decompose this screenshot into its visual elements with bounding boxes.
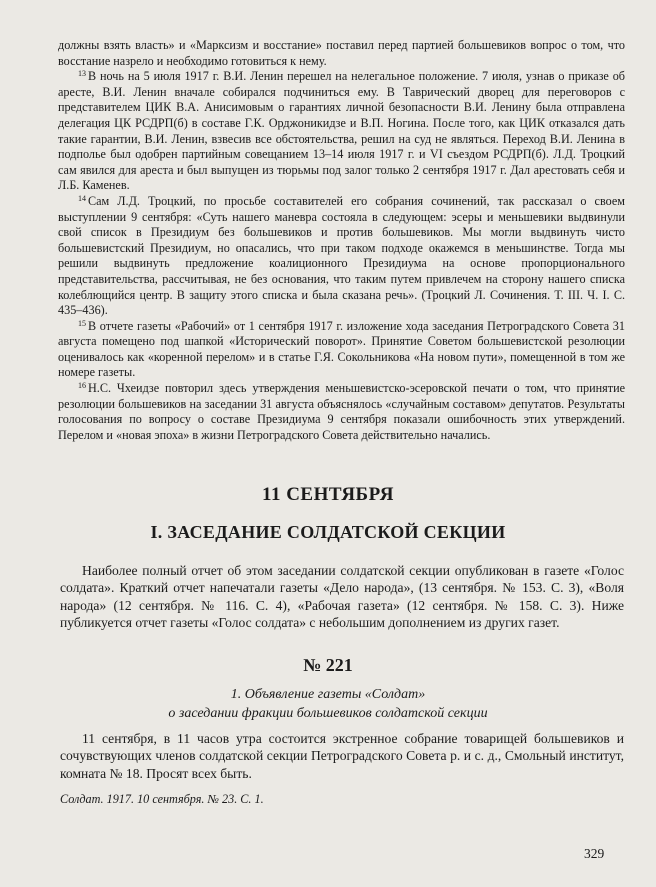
body-paragraph: 11 сентября, в 11 часов утра состоится экстренное собрание товарищей большевиков и сочувствующих членов солдатской секции Петроградского Совета р. и с. д., Смольный институт, комната № 18. Просят всех быть. — [60, 731, 624, 781]
footnotes-block — [58, 38, 625, 443]
intro-paragraph-block — [60, 562, 624, 632]
footnote-13 — [58, 69, 625, 194]
footnote-number: 14 — [78, 193, 86, 203]
document-title-line-1: 1. Объявление газеты «Солдат» — [230, 687, 426, 702]
date-heading: 11 СЕНТЯБРЯ — [262, 484, 394, 505]
footnote-15 — [58, 319, 625, 381]
footnote-continuation — [58, 38, 625, 69]
footnote-text: Сам Л.Д. Троцкий, по просьбе составителей его собрания сочинений, так рассказал о своем выступлении 9 сентября: «Суть нашего маневра состояла в следующем: эсеры и меньшевики выдвинули свой список в Президиум без большевиков и против большевиков. Мы могли выдвинуть чисто большевистский Президиум, но опасались, что при таком подходе окажемся в меньшинстве. Тогда мы решили выдвинуть предложение коалиционного Президиума на основе пропорционального представительства, рассчитывая, не без основания, что таким путем привлечем на сторону нашего списка колеблющийся центр. В защиту этого списка и была сказана речь». (Троцкий Л. Сочинения. Т. III. Ч. I. С. 435–436). — [58, 193, 625, 318]
document-body — [60, 730, 624, 782]
source-citation: Солдат. 1917. 10 сентября. № 23. С. 1. — [60, 792, 264, 806]
footnote-text: В отчете газеты «Рабочий» от 1 сентября 1917 г. изложение хода заседания Петроградского Совета 31 августа помещено под шапкой «Исторический поворот». Принятие Советом большевистской резолюции оценивалось как «коренной перелом» и в статье Г.Я. Сокольникова «На новом пути», помещенной в том же номере газеты. — [58, 318, 625, 380]
section-heading: I. ЗАСЕДАНИЕ СОЛДАТСКОЙ СЕКЦИИ — [150, 522, 506, 542]
page-number: 329 — [584, 846, 605, 861]
footnote-number: 15 — [78, 318, 86, 328]
footnote-16 — [58, 381, 625, 443]
document-title — [0, 685, 656, 723]
document-number: № 221 — [303, 655, 353, 675]
footnote-text: должны взять власть» и «Марксизм и восстание» поставил перед партией большевиков вопрос о том, что восстание назрело и необходимо готовиться к нему. — [58, 38, 625, 68]
document-title-line-2: о заседании фракции большевиков солдатской секции — [168, 706, 488, 721]
footnote-text: Н.С. Чхеидзе повторил здесь утверждения меньшевистско-эсеровской печати о том, что принятие резолюции большевиков на заседании 31 августа объяснялось «случайным составом» депутатов. Результаты голосования по вопросу о составе Президиума 9 сентября показали ошибочность этих утверждений. Перелом и «новая эпоха» в жизни Петроградского Совета действительно начались. — [58, 381, 625, 442]
footnote-number: 16 — [78, 381, 86, 391]
footnote-number: 13 — [78, 69, 86, 79]
footnote-14 — [58, 194, 625, 319]
intro-paragraph: Наиболее полный отчет об этом заседании солдатской секции опубликован в газете «Голос солдата». Краткий отчет напечатали газеты «Дело народа», (13 сентября. № 153. С. 3), «Воля народа» (12 сентября. № 116. С. 4), «Рабочая газета» (12 сентября. № 158. С. 3). Ниже публикуется отчет газеты «Голос солдата» с небольшим дополнением из других газет. — [60, 563, 624, 631]
footnote-text: В ночь на 5 июля 1917 г. В.И. Ленин перешел на нелегальное положение. 7 июля, узнав о приказе об аресте, В.И. Ленин вначале собирался подчиниться ему. В Таврический дворец для переговоров с представителем ЦИК В.А. Анисимовым о гарантиях личной безопасности В.И. Ленину была отправлена делегация ЦК РСДРП(б) в составе Г.К. Орджоникидзе и В.П. Ногина. После того, как ЦИК отказался дать такие гарантии, В.И. Ленин, взвесив все обстоятельства, решил на суд не являться. Переход В.И. Ленина в подполье был одобрен партийным совещанием 13–14 июля 1917 г. и VI съездом РСДРП(б). Л.Д. Троцкий сам явился для ареста и был выпущен из тюрьмы под залог только 2 сентября 1917 г. Дал арестовать себя и Л.Б. Каменев. — [58, 69, 625, 193]
